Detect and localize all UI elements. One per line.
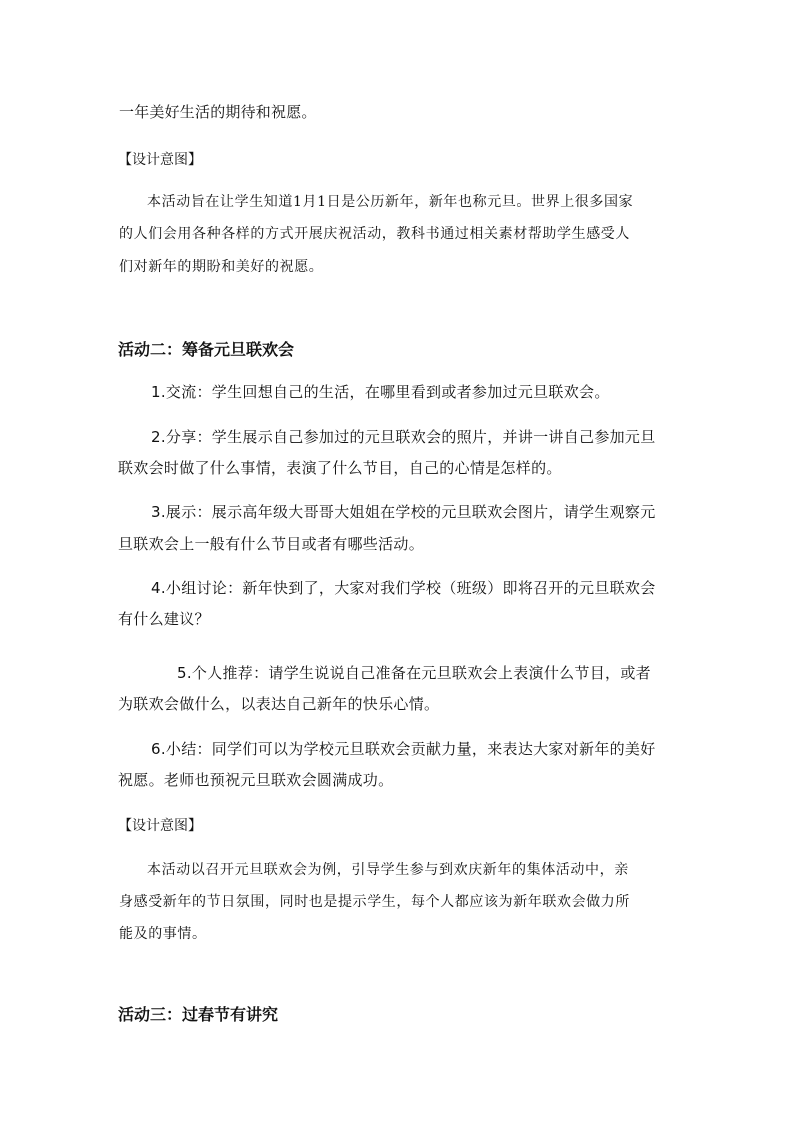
design-intent-label: 【设计意图】	[118, 818, 202, 834]
design-intent-label: 【设计意图】	[118, 152, 202, 168]
activity-item-continuation: 有什么建议？	[118, 610, 210, 628]
activity-two-heading: 活动二：筹备元旦联欢会	[118, 340, 295, 359]
design-intent-line: 本活动以召开元旦联欢会为例，引导学生参与到欢庆新年的集体活动中，亲	[147, 862, 629, 878]
activity-item: 1.交流：学生回想自己的生活，在哪里看到或者参加过元旦联欢会。	[151, 383, 610, 401]
design-intent-line: 的人们会用各种各样的方式开展庆祝活动，教科书通过相关素材帮助学生感受人	[119, 226, 630, 242]
activity-item-continuation: 旦联欢会上一般有什么节目或者有哪些活动。	[118, 535, 425, 553]
activity-item: 5.个人推荐：请学生说说自己准备在元旦联欢会上表演什么节目，或者	[177, 664, 651, 682]
activity-item: 3.展示：展示高年级大哥哥大姐姐在学校的元旦联欢会图片，请学生观察元	[151, 503, 656, 521]
design-intent-line: 们对新年的期盼和美好的祝愿。	[119, 259, 324, 275]
activity-item-continuation: 为联欢会做什么，以表达自己新年的快乐心情。	[118, 695, 440, 713]
intro-tail-text: 一年美好生活的期待和祝愿。	[119, 103, 317, 121]
design-intent-line: 本活动旨在让学生知道1月1日是公历新年，新年也称元旦。世界上很多国家	[147, 194, 634, 210]
activity-item: 4.小组讨论：新年快到了，大家对我们学校（班级）即将召开的元旦联欢会	[151, 579, 656, 597]
activity-three-heading: 活动三：过春节有讲究	[118, 1005, 279, 1024]
activity-item: 2.分享：学生展示自己参加过的元旦联欢会的照片，并讲一讲自己参加元旦	[151, 428, 656, 446]
activity-item: 6.小结：同学们可以为学校元旦联欢会贡献力量，来表达大家对新年的美好	[151, 740, 656, 758]
design-intent-line: 身感受新年的节日氛围，同时也是提示学生，每个人都应该为新年联欢会做力所	[119, 894, 630, 910]
activity-item-continuation: 联欢会时做了什么事情，表演了什么节目，自己的心情是怎样的。	[118, 459, 562, 477]
activity-item-continuation: 祝愿。老师也预祝元旦联欢会圆满成功。	[118, 771, 394, 789]
design-intent-line: 能及的事情。	[119, 926, 207, 942]
